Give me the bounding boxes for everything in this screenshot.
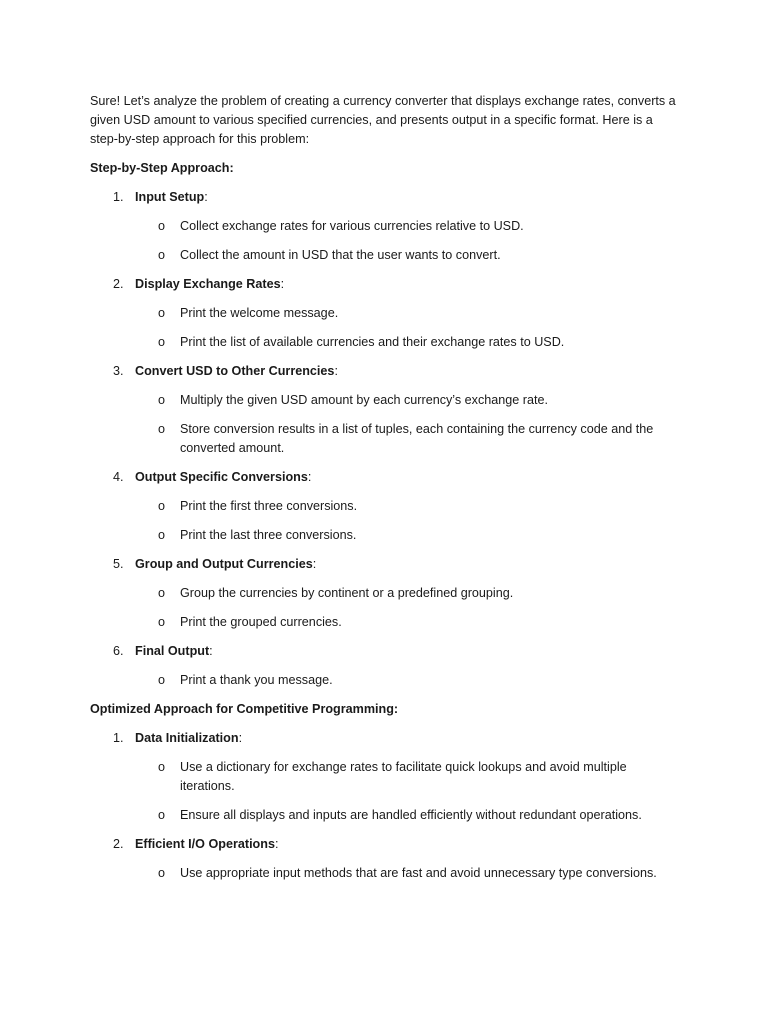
bullet-text: Print the list of available currencies and their exchange rates to USD. bbox=[180, 335, 565, 349]
bullet-marker bbox=[90, 671, 180, 690]
bullet-circle-icon: o bbox=[158, 219, 166, 233]
step-number-label: 1. bbox=[113, 731, 124, 745]
bullet-marker bbox=[90, 217, 180, 236]
step-title-bold: Data Initialization bbox=[135, 731, 239, 745]
numbered-step bbox=[90, 835, 680, 854]
bullet-item bbox=[90, 391, 680, 410]
step-title-colon: : bbox=[334, 364, 338, 378]
bullet-marker bbox=[90, 613, 180, 632]
bullet-circle-icon: o bbox=[158, 306, 166, 320]
bullet-circle-icon: o bbox=[158, 499, 166, 513]
step-title bbox=[135, 555, 680, 574]
bullet-text: Multiply the given USD amount by each currency’s exchange rate. bbox=[180, 393, 548, 407]
bullet-text: Collect the amount in USD that the user wants to convert. bbox=[180, 248, 501, 262]
bullet-text: Print the last three conversions. bbox=[180, 528, 357, 542]
bullet-item bbox=[90, 497, 680, 516]
bullet-item bbox=[90, 584, 680, 603]
bullet-text: Use a dictionary for exchange rates to facilitate quick lookups and avoid multiple iterations. bbox=[180, 760, 627, 793]
step-title-colon: : bbox=[312, 557, 317, 571]
step-title-bold: Final Output bbox=[135, 644, 210, 658]
bullet-circle-icon: o bbox=[158, 393, 166, 407]
document-page bbox=[90, 92, 680, 893]
step-number bbox=[90, 835, 135, 854]
numbered-step bbox=[90, 729, 680, 748]
bullet-marker bbox=[90, 246, 180, 265]
numbered-step bbox=[90, 468, 680, 487]
step-title-bold: Output Specific Conversions bbox=[135, 470, 308, 484]
step-title-bold: Display Exchange Rates bbox=[135, 277, 281, 291]
bullet-marker bbox=[90, 391, 180, 410]
bullet-item bbox=[90, 671, 680, 690]
bullet-circle-icon: o bbox=[158, 615, 166, 629]
step-number-label: 6. bbox=[113, 644, 124, 658]
numbered-step bbox=[90, 555, 680, 574]
step-title-bold: Input Setup bbox=[135, 190, 205, 204]
bullet-text: Use appropriate input methods that are fast and avoid unnecessary type conversions. bbox=[180, 866, 657, 880]
step-title-colon: : bbox=[209, 644, 213, 658]
bullet-item bbox=[90, 420, 680, 458]
numbered-step bbox=[90, 642, 680, 661]
bullet-marker bbox=[90, 806, 180, 825]
step-title-colon: : bbox=[204, 190, 208, 204]
step-number bbox=[90, 362, 135, 381]
bullet-text: Print a thank you message. bbox=[180, 673, 333, 687]
bullet-marker bbox=[90, 304, 180, 323]
bullet-item bbox=[90, 864, 680, 883]
step-title bbox=[135, 188, 680, 207]
bullet-marker bbox=[90, 758, 180, 796]
bullet-circle-icon: o bbox=[158, 760, 166, 774]
bullet-marker bbox=[90, 526, 180, 545]
step-number-label: 1. bbox=[113, 190, 124, 204]
step-number bbox=[90, 468, 135, 487]
step-title bbox=[135, 835, 680, 854]
bullet-item bbox=[90, 806, 680, 825]
bullet-item bbox=[90, 217, 680, 236]
bullet-text: Ensure all displays and inputs are handled efficiently without redundant operations. bbox=[180, 808, 642, 822]
step-number-label: 2. bbox=[113, 277, 124, 291]
step-title bbox=[135, 729, 680, 748]
bullet-circle-icon: o bbox=[158, 586, 166, 600]
bullet-circle-icon: o bbox=[158, 335, 166, 349]
step-title-colon: : bbox=[280, 277, 285, 291]
step-number-label: 2. bbox=[113, 837, 124, 851]
bullet-marker bbox=[90, 420, 180, 458]
bullet-item bbox=[90, 246, 680, 265]
bullet-circle-icon: o bbox=[158, 866, 166, 880]
bullet-text: Collect exchange rates for various currencies relative to USD. bbox=[180, 219, 524, 233]
bullet-text: Group the currencies by continent or a predefined grouping. bbox=[180, 586, 514, 600]
step-number bbox=[90, 642, 135, 661]
step-title-colon: : bbox=[307, 470, 312, 484]
step-title bbox=[135, 362, 680, 381]
bullet-marker bbox=[90, 864, 180, 883]
bullet-text: Print the welcome message. bbox=[180, 306, 339, 320]
step-number-label: 5. bbox=[113, 557, 124, 571]
step-number bbox=[90, 729, 135, 748]
step-number bbox=[90, 188, 135, 207]
bullet-item bbox=[90, 304, 680, 323]
step-title bbox=[135, 642, 680, 661]
bullet-item bbox=[90, 613, 680, 632]
bullet-item bbox=[90, 333, 680, 352]
section-heading: Optimized Approach for Competitive Programming: bbox=[90, 702, 399, 716]
step-number bbox=[90, 555, 135, 574]
step-number-label: 3. bbox=[113, 364, 124, 378]
step-number-label: 4. bbox=[113, 470, 124, 484]
step-title-colon: : bbox=[238, 731, 243, 745]
bullet-text: Store conversion results in a list of tuples, each containing the currency code and the converted amount. bbox=[180, 422, 654, 455]
step-title-colon: : bbox=[274, 837, 279, 851]
bullet-circle-icon: o bbox=[158, 248, 166, 262]
bullet-marker bbox=[90, 584, 180, 603]
bullet-circle-icon: o bbox=[158, 673, 166, 687]
bullet-text: Print the grouped currencies. bbox=[180, 615, 342, 629]
bullet-marker bbox=[90, 497, 180, 516]
step-title bbox=[135, 468, 680, 487]
bullet-circle-icon: o bbox=[158, 808, 166, 822]
bullet-item bbox=[90, 758, 680, 796]
section bbox=[90, 700, 680, 883]
numbered-step bbox=[90, 362, 680, 381]
section bbox=[90, 159, 680, 690]
bullet-marker bbox=[90, 333, 180, 352]
bullet-item bbox=[90, 526, 680, 545]
bullet-text: Print the first three conversions. bbox=[180, 499, 358, 513]
bullet-circle-icon: o bbox=[158, 422, 166, 436]
step-title-bold: Convert USD to Other Currencies bbox=[135, 364, 335, 378]
bullet-circle-icon: o bbox=[158, 528, 166, 542]
step-number bbox=[90, 275, 135, 294]
step-title-bold: Group and Output Currencies bbox=[135, 557, 313, 571]
document-body bbox=[90, 159, 680, 883]
intro-paragraph: Sure! Let’s analyze the problem of creating a currency converter that displays exchange rates, converts a given USD amount to various specified currencies, and presents output in a specific format. Here is a step-by-step approach for this problem: bbox=[90, 94, 676, 146]
numbered-step bbox=[90, 188, 680, 207]
step-title bbox=[135, 275, 680, 294]
section-heading: Step-by-Step Approach: bbox=[90, 161, 234, 175]
step-title-bold: Efficient I/O Operations bbox=[135, 837, 275, 851]
numbered-step bbox=[90, 275, 680, 294]
